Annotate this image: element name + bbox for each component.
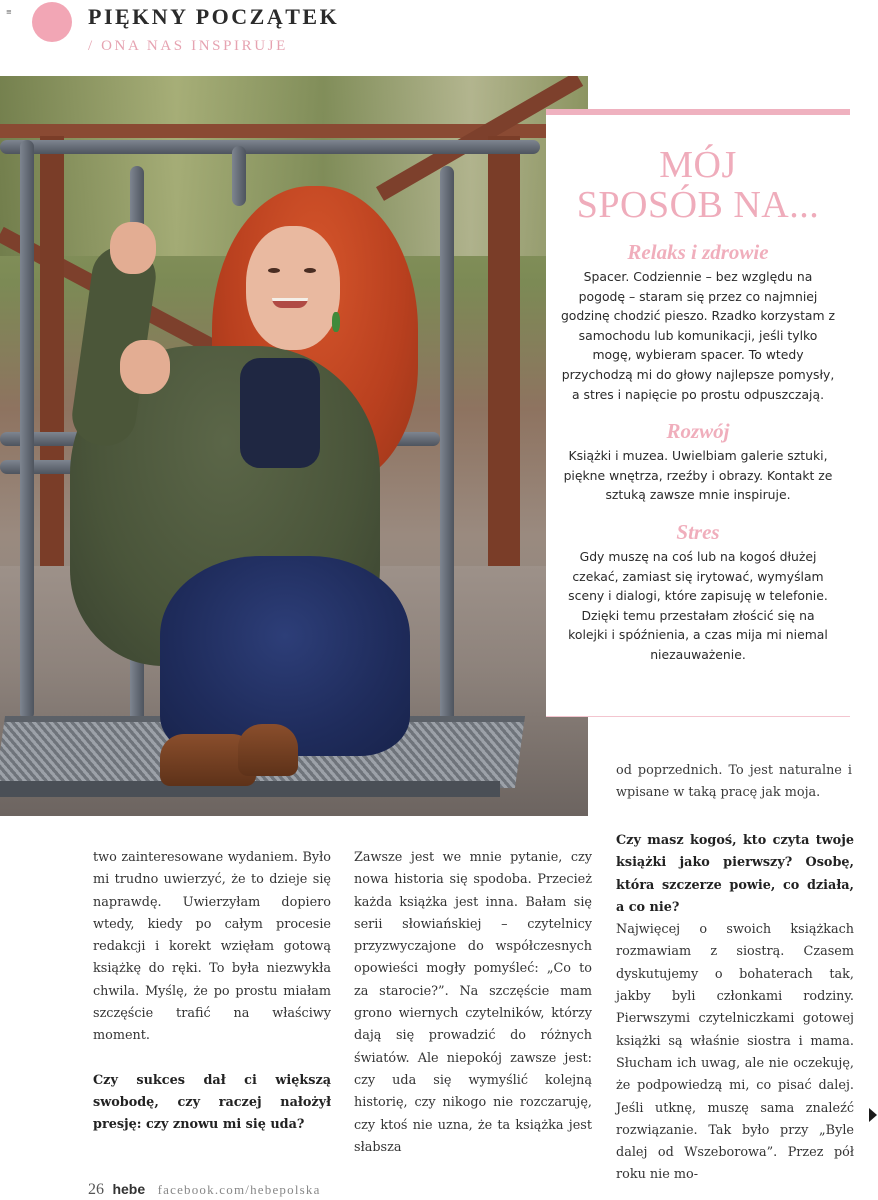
brand-logo: hebe	[112, 1181, 146, 1197]
photo-earring	[332, 312, 340, 332]
article-question: Czy sukces dał ci większą swobodę, czy raczej nałożył presję: czy znowu mi się uda?	[93, 1072, 331, 1133]
photo-shirt	[240, 358, 320, 468]
photo-bridge-post	[488, 136, 520, 596]
photo-metal-post	[232, 146, 246, 206]
article-column-1	[93, 847, 331, 1137]
photo-metal-post	[20, 140, 34, 720]
sidebar-title-line: SPOSÓB NA...	[576, 184, 820, 226]
corner-mark: ≡	[6, 8, 12, 16]
section-subtitle: / ONA NAS INSPIRUJE	[88, 38, 288, 54]
sidebar-text-relaks: Spacer. Codziennie – bez względu na pogodę – staram się przez co najmniej godzinę chodzić pieszo. Rzadko korzystam z samochodu lub komunikacji, jeśli tylko mogę, wybieram spacer. To wtedy przychodzą mi do głowy najlepsze pomysły, a stres i napięcie po prostu odpuszczają.	[560, 269, 836, 402]
photo-face	[246, 226, 340, 350]
photo-mouth	[272, 298, 308, 308]
sidebar-title-line: MÓJ	[659, 144, 737, 186]
photo-hand	[120, 340, 170, 394]
sidebar-box	[546, 109, 850, 717]
photo-bridge-post	[40, 136, 64, 576]
article-paragraph: Najwięcej o swoich książkach rozmawiam z siostrą. Czasem dyskutujemy o bohaterach tak, jakby byli członkami rodziny. Pierwszymi czytelniczkami gotowej książki są właśnie siostra i mama. Słucham ich uwag, ale nie oczekuję, że podpowiedzą mi, co pisać dalej. Jeśli utknę, muszę sama znaleźć rozwiązanie. Tak było przy „Byle dalej od Wszeborowa”. Przez pół roku nie mo-	[616, 922, 854, 1183]
sidebar-bottom-line	[546, 716, 850, 717]
article-column-2	[354, 847, 592, 1159]
sidebar-text-rozwoj: Książki i muzea. Uwielbiam galerie sztuki, piękne wnętrza, rzeźby i obrazy. Kontakt ze sztuką zawsze mnie inspiruje.	[563, 448, 833, 503]
sidebar-heading-rozwoj: Rozwój	[666, 419, 730, 444]
sidebar-heading-stres: Stres	[676, 519, 720, 544]
continue-arrow-icon	[869, 1108, 877, 1122]
photo-eye	[304, 268, 316, 273]
article-paragraph: Zawsze jest we mnie pytanie, czy nowa historia się spodoba. Przecież każda książka jest inna. Bałam się serii słowiańskiej – czytelnicy przyzwyczajone do współczesnych opowieści mogły pomyśleć: „Co to za starocie?”. Na szczęście mam grono wiernych czytelników, którzy dają się prowadzić do różnych światów. Ale niepokój zawsze jest: czy uda się wymyślić kolejną historię, czy nikogo nie rozczaruję, czy ktoś nie uzna, że ta książka jest słabsza	[354, 850, 592, 1155]
photo-hand	[110, 222, 156, 274]
page-footer	[88, 1181, 321, 1199]
sidebar-text-stres: Gdy muszę na coś lub na kogoś dłużej czekać, zamiast się irytować, wymyślam sceny i dialogi, które zapisuję w telefonie. Dzięki temu przestałam złościć się na kolejki i spóźnienia, a czas mija mi niemal niezauważenie.	[568, 548, 828, 662]
photo-boot	[238, 724, 298, 776]
article-column-3	[616, 830, 854, 1187]
portrait-photo	[0, 76, 588, 816]
photo-eye	[268, 268, 280, 273]
sidebar-heading-relaks: Relaks i zdrowie	[627, 240, 769, 264]
article-paragraph: two zainteresowane wydaniem. Było mi trudno uwierzyć, że to dzieje się naprawdę. Uwierzyłam dopiero wtedy, kiedy po całym procesie redakcji i korekt wzięłam gotową książkę do ręki. To była niezwykła chwila. Myślę, że po prostu miałam szczęście trafić na właściwy moment.	[93, 850, 331, 1044]
section-dot	[32, 2, 72, 42]
article-question: Czy masz kogoś, kto czyta twoje książki jako pierwszy? Osobę, która szczerze powie, co działa, a co nie?	[616, 833, 854, 915]
photo-metal-rail	[0, 140, 540, 154]
page-number: 26	[88, 1181, 104, 1198]
sidebar-title	[560, 145, 836, 225]
section-title: PIĘKNY POCZĄTEK	[88, 4, 340, 29]
article-continuation: od poprzednich. To jest naturalne i wpisane w taką pracę jak moja.	[616, 763, 852, 800]
photo-metal-post	[440, 166, 454, 746]
footer-url[interactable]: facebook.com/hebepolska	[157, 1182, 321, 1197]
